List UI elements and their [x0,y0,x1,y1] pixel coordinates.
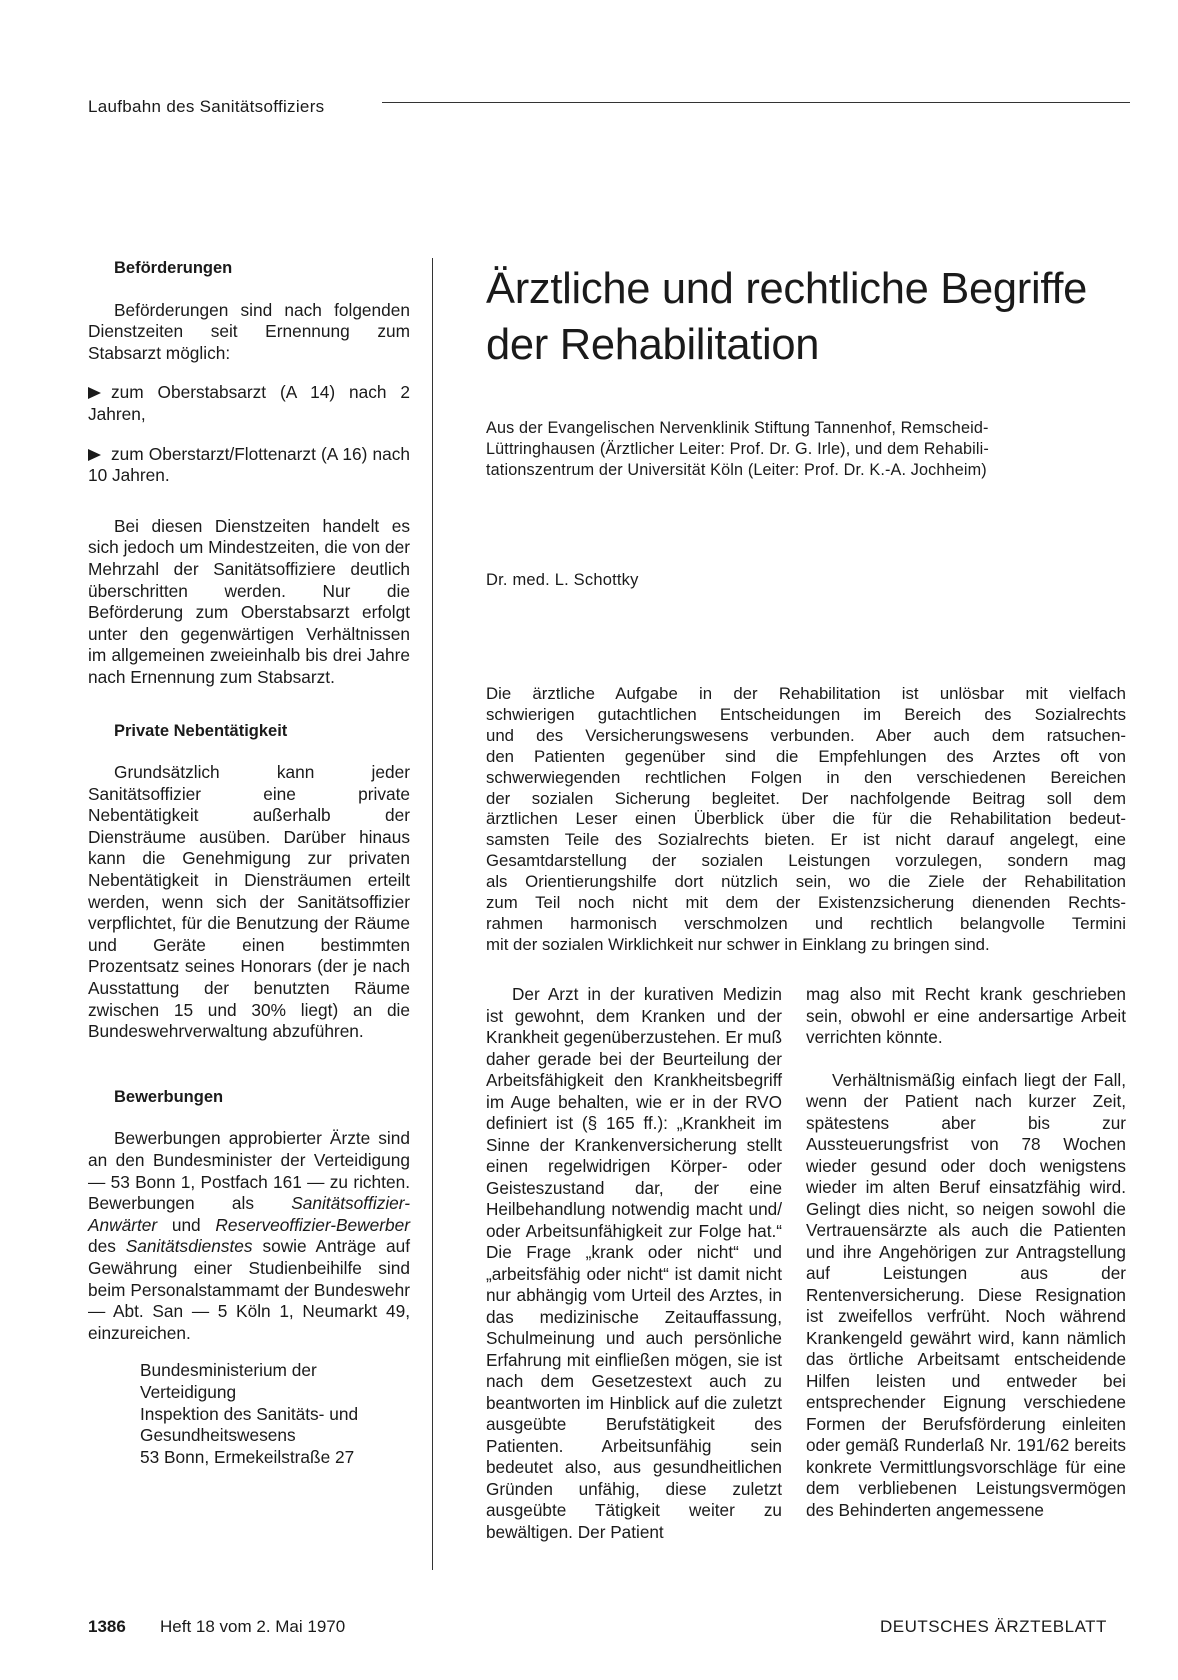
abstract-line: der sozialen Sicherung begleitet. Der nachfolgende Beitrag soll dem [486,788,1126,808]
body-column-1 [486,984,782,1543]
affiliation-line: tationszentrum der Universität Köln (Leiter: Prof. Dr. K.-A. Jochheim) [486,460,987,479]
issue-info: Heft 18 vom 2. Mai 1970 [160,1617,346,1636]
address-block [140,1360,410,1468]
address-line: Bundesministerium der [140,1360,317,1381]
triangle-bullet-icon [88,449,101,461]
page-number: 1386 [88,1617,126,1636]
heading-bewerbungen: Bewerbungen [114,1087,224,1106]
paragraph-nebentaetigkeit: Grundsätzlich kann jeder Sanitätsoffizier eine private Nebentätigkeit außerhalb der Diensträume ausüben. Darüber hinaus kann die Genehmigung zur privaten Nebentätigkeit in Diensträumen erteilt werden, wenn sich der Sanitätsoffizier verpflichtet, für die Benutzung der Räume und Geräte einen bestimmten Prozentsatz seines Honorars (der je nach Ausstattung der benutzten Räume zwischen 15 und 30% liegt) an die Bundeswehrverwaltung abzuführen. [88,762,410,1042]
triangle-bullet-icon [88,387,101,399]
header-rule [382,102,1130,103]
abstract-line: schwerwiegenden rechtlichen Folgen in den verschiedenen Bereichen [486,767,1126,787]
affiliation-line: Lüttringhausen (Ärztlicher Leiter: Prof. Dr. G. Irle), und dem Rehabili- [486,439,989,458]
paragraph-befoerderungen: Beförderungen sind nach folgenden Dienstzeiten seit Ernennung zum Stabsarzt möglich: [88,299,410,363]
list-item-text: zum Oberstarzt/Flottenarzt (A 16) nach 10 Jahren. [88,443,410,486]
body-paragraph: Der Arzt in der kurativen Medizin ist gewohnt, dem Kranken und der Krankheit gegenüberzustehen. Er muß daher gerade bei der Beurteilung der Arbeitsfähigkeit den Krankheitsbegriff im Auge behalten, wie er in der RVO definiert ist (§ 165 ff.): „Krankheit im Sinne der Krankenversicherung stellt einen regelwidrigen Körper- oder Geisteszustand dar, der eine Heilbehandlung notwendig macht und/ oder Arbeitsunfähigkeit zur Folge hat.“ Die Frage „krank oder nicht“ und „arbeitsfähig oder nicht“ ist damit nicht nur abhängig vom Urteil des Arztes, in das medizinische Zeitauffassung, Schulmeinung und auch persönliche Erfahrung mit einfließen mögen, sie ist nach dem Gesetzestext auch zu beantworten im Hinblick auf die zuletzt ausgeübte Berufstätigkeit des Patienten. Arbeitsunfähig sein bedeutet also, aus gesundheitlichen Gründen unfähig, diese zuletzt ausgeübte Tätigkeit weiter zu bewältigen. Der Patient [486,984,782,1542]
abstract-line: mit der sozialen Wirklichkeit nur schwer in Einklang zu bringen sind. [486,934,990,954]
abstract-line: den Patienten gegenüber sind die Empfehlungen des Arztes oft von [486,746,1126,766]
abstract-line: schwierigen gutachtlichen Entscheidungen im Bereich des Sozialrechts [486,704,1126,724]
body-column-2 [806,984,1126,1521]
paragraph-bewerbungen: Bewerbungen approbierter Ärzte sind an den Bundesminister der Verteidigung — 53 Bonn 1, Postfach 161 — zu richten. Bewerbungen als Sanitätsoffizier-Anwärter und Reserveoffizier-Bewerber des Sanitätsdienstes sowie Anträge auf Gewährung einer Studienbeihilfe sind beim Personalstammamt der Bundeswehr — Abt. San — 5 Köln 1, Neumarkt 49, einzureichen. [88,1128,410,1343]
abstract-line: rahmen harmonisch verschmolzen und rechtlich belangvolle Termini [486,913,1126,933]
body-paragraph: mag also mit Recht krank geschrieben sein, obwohl er eine andersartige Arbeit verrichten könnte. [806,984,1126,1047]
abstract-line: und des Versicherungswesens verbunden. Aber auch dem ratsuchen- [486,725,1126,745]
abstract-line: Die ärztliche Aufgabe in der Rehabilitation ist unlösbar mit vielfach [486,684,1126,703]
journal-name: DEUTSCHES ÄRZTEBLATT [880,1617,1107,1636]
list-item [88,444,410,487]
list-item-text: zum Oberstabsarzt (A 14) nach 2 Jahren, [88,382,410,424]
heading-nebentaetigkeit: Private Nebentätigkeit [114,721,288,740]
abstract-line: ärztlichen Leser einen Überblick über die für die Rehabilitation bedeut- [486,809,1126,829]
left-column [88,258,410,1468]
address-line: Inspektion des Sanitäts- und [140,1403,359,1424]
column-divider [432,258,433,1570]
paragraph-dienstzeiten: Bei diesen Dienstzeiten handelt es sich jedoch um Mindestzeiten, die von der Mehrzahl der Sanitätsoffiziere deutlich überschritten werden. Nur die Beförderung zum Oberstabsarzt erfolgt unter den gegenwärtigen Verhältnissen im allgemeinen zweieinhalb bis drei Jahre nach Ernennung zum Stabsarzt. [88,515,410,687]
list-item [88,382,410,425]
article-title [486,261,1146,373]
address-line: Gesundheitswesens [140,1425,296,1446]
affiliation-line: Aus der Evangelischen Nervenklinik Stiftung Tannenhof, Remscheid- [486,419,989,437]
abstract-line: als Orientierungshilfe dort nützlich sein, wo die Ziele der Rehabilitation [486,872,1126,892]
address-line: Verteidigung [140,1381,237,1402]
abstract [486,684,1126,956]
address-line: 53 Bonn, Ermekeilstraße 27 [140,1446,355,1467]
abstract-line: Gesamtdarstellung der sozialen Leistungen vorzulegen, sondern mag [486,851,1126,871]
abstract-line: zum Teil noch nicht mit dem der Existenzsicherung dienenden Rechts- [486,893,1126,913]
affiliation [486,418,1126,480]
abstract-line: samsten Teile des Sozialrechts bieten. Er ist nicht darauf angelegt, eine [486,830,1126,850]
running-head: Laufbahn des Sanitätsoffiziers [88,97,325,116]
title-line: der Rehabilitation [486,321,820,369]
body-paragraph: Verhältnismäßig einfach liegt der Fall, wenn der Patient nach kurzer Zeit, spätestens aber bis zur Aussteuerungsfrist von 78 Wochen wieder gesund oder doch wenigstens wieder im alten Beruf einsatzfähig wird. Gelingt dies nicht, so neigen sowohl die Vertrauensärzte als auch die Patienten und ihre Angehörigen zur Antragstellung auf Leistungen aus der Rentenversicherung. Diese Resignation ist zweifellos verfrüht. Noch während Krankengeld gewährt wird, kann nämlich das örtliche Arbeitsamt entscheidende Hilfen leisten und entweder bei entsprechender Eignung verschiedene Formen der Berufsförderung einleiten oder gemäß Runderlaß Nr. 191/62 bereits konkrete Vermittlungsvorschläge für eine dem verbliebenen Leistungsvermögen des Behinderten angemessene [806,1069,1126,1520]
heading-befoerderungen: Beförderungen [114,259,233,277]
title-line: Ärztliche und rechtliche Begriffe [486,265,1088,313]
author: Dr. med. L. Schottky [486,571,639,589]
